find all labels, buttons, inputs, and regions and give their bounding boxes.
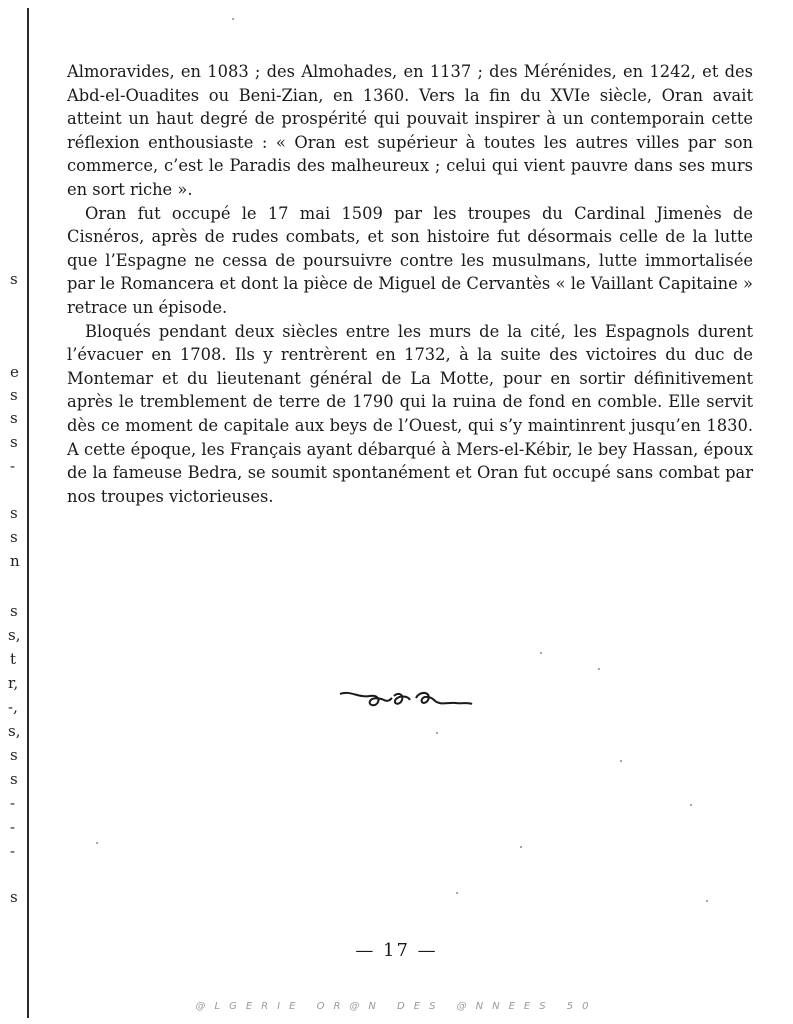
scan-speck [436, 732, 438, 734]
margin-fragment: r, [8, 674, 19, 692]
page-number: — 17 — [355, 940, 438, 961]
margin-fragment: s [10, 770, 18, 788]
paragraph-2: Oran fut occupé le 17 mai 1509 par les troupes du Cardinal Jimenès de Cisnéros, après de rudes combats, et son histoire fut désormais celle de la lutte que l’Espagne ne cessa de poursuivre contre les musulmans, lutte immortalisée par le Romancera et dont la pièce de Miguel de Cervantès « le Vaillant Capitaine » retrace un épisode. [67, 203, 753, 317]
margin-fragment: s [10, 433, 18, 451]
margin-fragment: s, [8, 626, 21, 644]
scan-speck [540, 652, 542, 654]
margin-fragment: s [10, 270, 18, 288]
paragraph-1: Almoravides, en 1083 ; des Almohades, en 1137 ; des Mérénides, en 1242, et des Abd-el-Ouadites ou Beni-Zian, en 1360. Vers la fin du XVIe siècle, Oran avait atteint un haut degré de prospérité qui pouvait inspirer à un contemporain cette réflexion enthousiaste : « Oran est supérieur à toutes les autres villes par son commerce, c’est le Paradis des malheureux ; celui qui vient pauvre dans ses murs en sort riche ». [67, 62, 753, 199]
paragraph-3: Bloqués pendant deux siècles entre les murs de la cité, les Espagnols durent l’évacuer en 1708. Ils y rentrèrent en 1732, à la suite des victoires du duc de Montemar et du lieutenant général de La Motte, pour en sortir définitivement après le tremblement de terre de 1790 qui la ruina de fond en comble. Elle servit dès ce moment de capitale aux beys de l’Ouest, qui s’y maintinrent jusqu’en 1830. A cette époque, les Français ayant débarqué à Mers-el-Kébir, le bey Hassan, époux de la fameuse Bedra, se soumit spontanément et Oran fut occupé sans combat par nos troupes victorieuses. [67, 321, 753, 506]
scan-speck [620, 760, 622, 762]
margin-fragment: - [10, 818, 16, 836]
scan-speck [520, 846, 522, 848]
footer-watermark: @LGERIE OR@N DES @NNEES 50 [195, 1001, 598, 1012]
margin-fragment: s [10, 602, 18, 620]
margin-fragment: s [10, 386, 18, 404]
margin-fragment: - [10, 794, 16, 812]
margin-fragment: s [10, 746, 18, 764]
margin-fragment: t [10, 650, 17, 668]
margin-fragment: n [10, 552, 20, 570]
margin-fragment: -, [8, 698, 18, 716]
scan-speck [706, 900, 708, 902]
scan-speck [96, 842, 98, 844]
margin-fragment: - [10, 842, 16, 860]
margin-fragment: e [10, 363, 19, 381]
margin-fragment: s, [8, 722, 21, 740]
body-text [67, 60, 753, 508]
margin-fragment: s [10, 528, 18, 546]
margin-fragment: s [10, 504, 18, 522]
page-binding-edge [27, 8, 29, 1018]
scan-speck [598, 668, 600, 670]
decorative-flourish-icon [336, 686, 476, 714]
margin-fragment: s [10, 409, 18, 427]
scan-speck [232, 18, 234, 20]
adjacent-page-margin [0, 0, 26, 1024]
margin-fragment: - [10, 457, 16, 475]
scan-speck [690, 804, 692, 806]
margin-fragment: s [10, 888, 18, 906]
scan-speck [456, 892, 458, 894]
